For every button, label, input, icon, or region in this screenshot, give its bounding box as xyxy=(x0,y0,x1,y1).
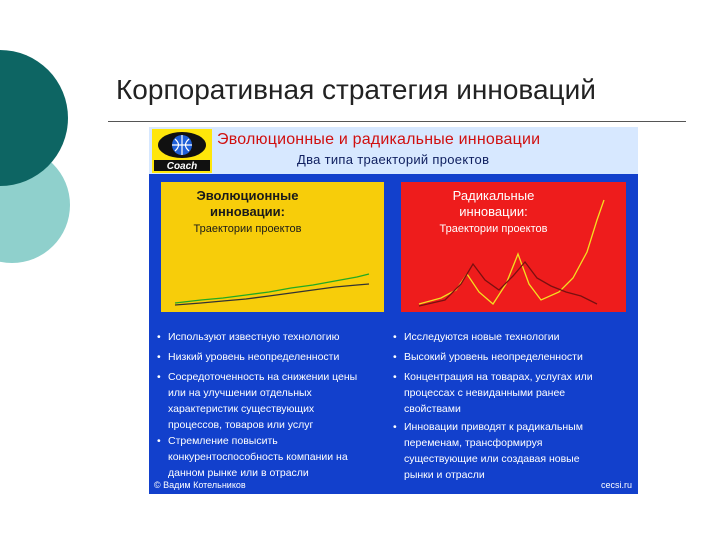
left-bullet-2-text: Низкий уровень неопределенности xyxy=(168,351,340,363)
right-bullet-4-text: Инновации приводят к радикальным переменам, трансформируя существующие или создавая новые рынки и отрасли xyxy=(404,421,583,481)
left-bullet-4-text: Стремление повысить конкурентоспособность компании на данном рынке или в отрасли xyxy=(168,435,348,479)
radical-trajectory-2 xyxy=(419,262,597,306)
right-bullet-1 xyxy=(393,329,633,345)
bullet-marker: • xyxy=(393,351,397,363)
evolutionary-title-line1: Эволюционные xyxy=(196,188,299,203)
left-bullet-3 xyxy=(157,369,397,433)
left-bullet-4 xyxy=(157,433,397,481)
evolutionary-subtitle: Траектории проектов xyxy=(193,223,302,235)
evolutionary-trajectory-2 xyxy=(175,284,369,305)
right-bullet-2 xyxy=(393,349,633,365)
slide-title: Корпоративная стратегия инноваций xyxy=(116,74,596,105)
radical-title-line1: Радикальные xyxy=(452,188,535,203)
panel-subtitle: Два типа траекторий проектов xyxy=(297,152,490,167)
right-bullet-4 xyxy=(393,419,633,483)
left-bullet-3-text: Сосредоточенность на снижении цены или на улучшении отдельных характеристик существующих процессов, товаров или услуг xyxy=(168,371,358,431)
right-bullet-2-text: Высокий уровень неопределенности xyxy=(404,351,583,363)
bullet-marker: • xyxy=(393,371,397,383)
left-bullet-1 xyxy=(157,329,397,345)
radical-subtitle: Траектории проектов xyxy=(439,223,548,235)
bullet-marker: • xyxy=(393,421,397,433)
panel-title: Эволюционные и радикальные инновации xyxy=(217,131,541,148)
left-bullet-1-text: Используют известную технологию xyxy=(168,331,340,343)
evolutionary-trajectory-chart xyxy=(161,182,384,312)
radical-title-line2: инновации: xyxy=(459,204,528,219)
bullet-marker: • xyxy=(157,331,161,343)
logo-text: Coach xyxy=(166,161,198,172)
radical-trajectory-1 xyxy=(419,200,604,304)
bullet-marker: • xyxy=(157,371,161,383)
coach-logo xyxy=(152,129,212,173)
radical-box xyxy=(401,182,626,312)
copyright-footer: © Вадим Котельников xyxy=(154,480,246,490)
evolutionary-title-line2: инновации: xyxy=(210,204,285,219)
right-bullet-1-text: Исследуются новые технологии xyxy=(404,331,560,343)
bullet-marker: • xyxy=(157,435,161,447)
bullet-marker: • xyxy=(157,351,161,363)
radical-trajectory-chart xyxy=(401,182,626,312)
left-bullet-2 xyxy=(157,349,397,365)
evolutionary-trajectory-1 xyxy=(175,274,369,303)
decorative-circles xyxy=(0,0,120,300)
infographic-panel xyxy=(149,127,638,494)
source-footer: cecsi.ru xyxy=(600,480,632,490)
right-bullet-3-text: Концентрация на товарах, услугах или процессах с невиданными ранее свойствами xyxy=(404,371,593,415)
evolutionary-box xyxy=(161,182,384,312)
panel-header xyxy=(149,127,638,174)
bullet-marker: • xyxy=(393,331,397,343)
title-divider xyxy=(108,121,686,122)
right-bullet-3 xyxy=(393,369,633,417)
